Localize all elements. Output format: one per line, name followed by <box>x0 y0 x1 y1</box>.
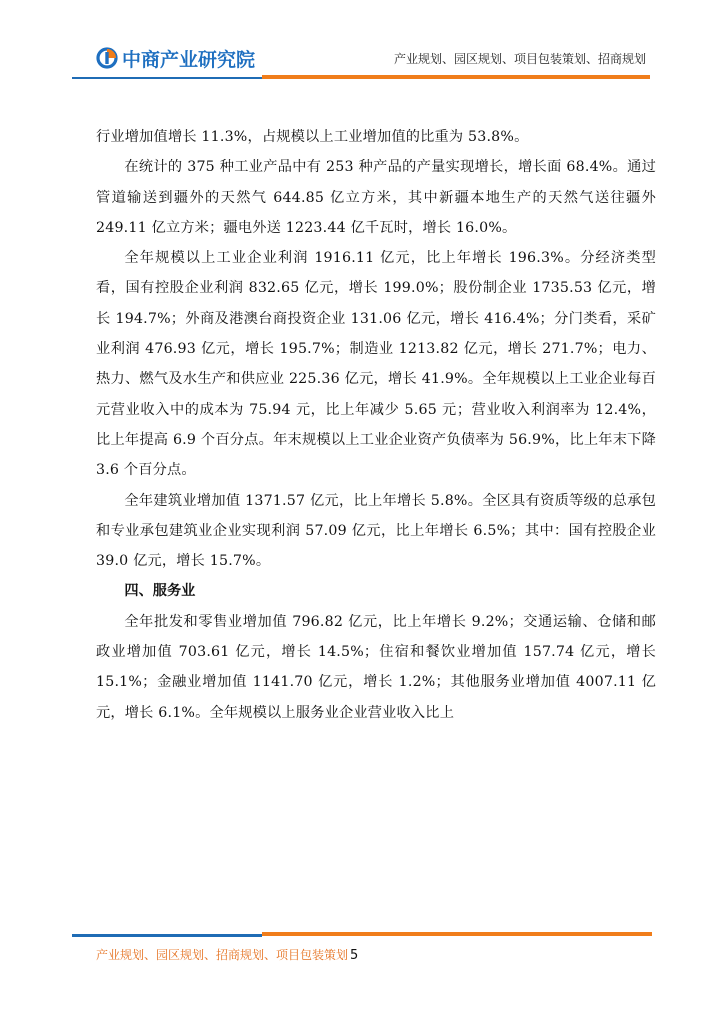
company-logo <box>96 44 255 72</box>
section-heading-services: 四、服务业 <box>124 583 196 600</box>
header-divider-blue <box>72 77 262 79</box>
page-header <box>0 0 724 90</box>
paragraph-construction: 全年建筑业增加值 1371.57 亿元，比上年增长 5.8%。全区具有资质等级的总承包和专业承包建筑业企业实现利润 57.09 亿元，比上年增长 6.5%；其中：国有控股企业 39.0 亿元，增长 15.7%。 <box>96 492 656 570</box>
logo-mark-icon <box>96 47 118 69</box>
page-footer <box>96 946 358 963</box>
footer-divider-orange <box>262 932 652 936</box>
page-number: 5 <box>350 948 359 963</box>
header-divider-orange <box>262 75 650 79</box>
document-body <box>96 122 656 728</box>
footer-divider-blue <box>72 934 262 937</box>
logo-text: 中商产业研究院 <box>122 48 256 71</box>
paragraph-continuation: 行业增加值增长 11.3%，占规模以上工业增加值的比重为 53.8%。 <box>96 129 529 145</box>
footer-slogan: 产业规划、园区规划、招商规划、项目包装策划 <box>96 948 349 962</box>
paragraph-services: 全年批发和零售业增加值 796.82 亿元，比上年增长 9.2%；交通运输、仓储和邮政业增加值 703.61 亿元，增长 14.5%；住宿和餐饮业增加值 157.74 亿元，增长 15.1%；金融业增加值 1141.70 亿元，增长 1.2%；其他服务业增加值 4007.11 亿元，增长 6.1%。全年规模以上服务业企业营业收入比上 <box>96 613 656 721</box>
header-slogan: 产业规划、园区规划、项目包装策划、招商规划 <box>393 52 646 66</box>
paragraph-industrial-products: 在统计的 375 种工业产品中有 253 种产品的产量实现增长，增长面 68.4%。通过管道输送到疆外的天然气 644.85 亿立方米，其中新疆本地生产的天然气送往疆外 249.11 亿立方米；疆电外送 1223.44 亿千瓦时，增长 16.0%。 <box>96 159 656 236</box>
paragraph-industrial-profits: 全年规模以上工业企业利润 1916.11 亿元，比上年增长 196.3%。分经济类型看，国有控股企业利润 832.65 亿元，增长 199.0%；股份制企业 1735.53 亿元，增长 194.7%；外商及港澳台商投资企业 131.06 亿元，增长 416.4%；分门类看，采矿业利润 476.93 亿元，增长 195.7%；制造业 1213.82 亿元，增长 271.7%；电力、热力、燃气及水生产和供应业 225.36 亿元，增长 41.9%。全年规模以上工业企业每百元营业收入中的成本为 75.94 元，比上年减少 5.65 元；营业收入利润率为 12.4%，比上年提高 6.9 个百分点。年末规模以上工业企业资产负债率为 56.9%，比上年末下降 3.6 个百分点。 <box>96 250 656 479</box>
